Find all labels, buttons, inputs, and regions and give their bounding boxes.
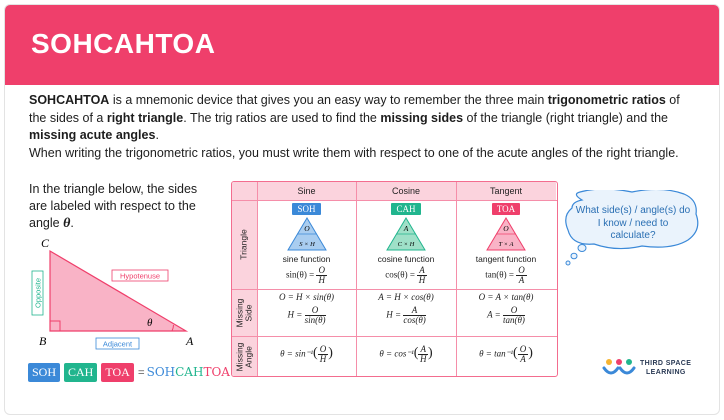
cell-sine-missing-angle: [257, 345, 356, 364]
brand-name: [640, 360, 691, 377]
angle-fraction: [518, 345, 529, 364]
paren-open: (: [313, 345, 318, 361]
badge-cah: CAH: [391, 203, 420, 215]
tangent-formula-triangle: [486, 217, 526, 251]
legend-toa: TOA: [101, 363, 133, 382]
angle-theta-label: θ: [147, 317, 153, 329]
tri-top-a: A: [403, 224, 409, 233]
fn-tangent-label: tangent function: [475, 254, 537, 264]
triangle-intro: [29, 181, 207, 232]
frac-num: O: [503, 306, 525, 316]
header-tangent: Tangent: [456, 182, 556, 200]
respect-paragraph: When writing the trigonometric ratios, you must write them with respect to one of the acute angles of the right triangle.: [29, 146, 679, 160]
badge-soh: SOH: [292, 203, 320, 215]
ratio-fraction: [417, 266, 427, 285]
row-divider: [232, 200, 557, 201]
brand-line2: LEARNING: [646, 368, 686, 376]
term-missing-angles: missing acute angles: [29, 128, 156, 142]
intro-paragraph: [29, 92, 697, 145]
tri-top-o: O: [303, 224, 310, 233]
opposite-label: Opposite: [33, 277, 43, 309]
side-lhs: H =: [287, 309, 303, 320]
text-span: is a mnemonic device that gives you an easy way to remember the three main: [109, 93, 548, 107]
frac-den: A: [518, 275, 525, 285]
right-triangle-diagram: [26, 233, 221, 358]
term-missing-sides: missing sides: [380, 110, 464, 125]
side-fraction-eq: [356, 306, 456, 325]
row-label-text: Missing Angle: [234, 342, 254, 372]
legend-word-cah: CAH: [175, 365, 204, 379]
adjacent-label: Adjacent: [102, 339, 133, 349]
ratio-lhs: cos(θ) =: [385, 269, 415, 280]
cell-tangent-triangle: [456, 203, 556, 285]
ratio-fraction: [316, 266, 327, 285]
fn-cosine-label: cosine function: [377, 254, 435, 264]
term-trig-ratios: trigonometric ratios: [547, 93, 666, 107]
angle-lhs: θ = sin⁻¹: [280, 348, 314, 359]
frac-den: tan(θ): [503, 315, 525, 325]
theta-symbol: θ: [63, 216, 71, 231]
legend-word-toa: TOA: [203, 365, 230, 379]
intro-end: .: [70, 216, 74, 230]
row-label-text: Triangle: [239, 229, 249, 260]
paren-close: ): [328, 345, 333, 361]
sine-formula-triangle: [287, 217, 327, 251]
frac-den: cos(θ): [403, 315, 426, 325]
hypotenuse-label: Hypotenuse: [119, 271, 161, 281]
side-equation: O = A × tan(θ): [478, 292, 534, 302]
side-fraction-eq: [257, 306, 356, 325]
bubble-dot-small: [566, 261, 570, 265]
row-label-missing-angle: [232, 336, 257, 377]
fn-sine-label: sine function: [282, 254, 331, 264]
side-equation: O = H × sin(θ): [278, 292, 335, 302]
text-span: .: [155, 128, 159, 142]
page-title: SOHCAHTOA: [31, 28, 216, 59]
angle-fraction: [318, 345, 329, 364]
side-fraction-eq: [456, 306, 556, 325]
side-fraction: [503, 306, 525, 325]
angle-lhs: θ = tan⁻¹: [479, 348, 514, 359]
text-span: of the triangle (right triangle) and the: [463, 110, 669, 125]
badge-toa: TOA: [492, 203, 520, 215]
tri-bottom-ta: T × A: [498, 241, 514, 248]
header-cosine: Cosine: [356, 182, 456, 200]
vertex-c-label: C: [41, 236, 50, 250]
cell-tangent-missing-angle: [456, 345, 556, 364]
sine-ratio: [257, 266, 356, 285]
table-corner: [232, 182, 257, 200]
row-label-missing-side: [232, 289, 257, 336]
paren-open: (: [413, 345, 419, 361]
tri-bottom-sh: S × H: [298, 241, 315, 248]
cell-sine-triangle: [257, 203, 356, 285]
frac-num: O: [519, 344, 527, 354]
header-banner: [5, 5, 719, 85]
legend-word-soh: SOH: [146, 365, 176, 379]
cosine-formula-triangle: [386, 217, 426, 251]
frac-num: O: [305, 306, 326, 316]
tri-top-o: O: [503, 224, 509, 233]
text-span: . The trig ratios are used to find the: [183, 110, 381, 125]
legend-cah: CAH: [64, 363, 97, 382]
frac-den: A: [520, 354, 526, 364]
brand-line1: THIRD SPACE: [640, 360, 692, 367]
frac-num: A: [420, 344, 426, 354]
sohcahtoa-legend: [28, 363, 230, 381]
side-fraction: [305, 306, 326, 325]
cell-sine-missing-side: [257, 292, 356, 325]
frac-num: A: [419, 265, 425, 275]
frac-num: O: [319, 344, 327, 354]
bubble-dot-large: [578, 245, 586, 252]
legend-equals: =: [137, 364, 145, 379]
frac-num: O: [318, 265, 325, 275]
frac-den: H: [319, 354, 327, 364]
angle-fraction: [418, 345, 428, 364]
cell-cosine-missing-side: [356, 292, 456, 325]
frac-num: A: [403, 306, 425, 316]
vertex-a-label: A: [186, 334, 194, 348]
ratio-fraction: [516, 266, 527, 285]
cell-cosine-missing-angle: [356, 345, 456, 364]
frac-den: H: [419, 354, 427, 364]
ratio-lhs: tan(θ) =: [485, 269, 514, 280]
row-divider: [232, 289, 557, 290]
frac-den: sin(θ): [304, 315, 326, 325]
legend-soh: SOH: [28, 363, 60, 382]
vertex-b-label: B: [39, 334, 47, 348]
ratio-lhs: sin(θ) =: [286, 269, 315, 280]
third-space-logo-icon: [602, 358, 636, 380]
row-label-text: Missing Side: [234, 298, 254, 327]
paren-open: (: [513, 345, 518, 361]
side-fraction: [403, 306, 425, 325]
side-lhs: H =: [386, 309, 402, 320]
cosine-ratio: [356, 266, 456, 285]
sohcahtoa-table: [231, 181, 558, 377]
tri-bottom-ch: C × H: [397, 241, 415, 248]
row-divider: [232, 336, 557, 337]
cell-tangent-missing-side: [456, 292, 556, 325]
frac-den: H: [318, 275, 325, 285]
angle-lhs: θ = cos⁻¹: [379, 348, 414, 359]
tangent-ratio: [456, 266, 556, 285]
triangle-shape: [50, 251, 186, 331]
bubble-text: What side(s) / angle(s) do I know / need to calculate?: [575, 205, 691, 241]
intro-text: In the triangle below, the sides are labeled with respect to the angle: [29, 182, 198, 230]
paren-close: ): [528, 345, 533, 361]
paren-close: ): [427, 345, 433, 361]
cell-cosine-triangle: [356, 203, 456, 285]
header-sine: Sine: [257, 182, 356, 200]
frac-den: H: [418, 275, 426, 285]
row-label-triangle: [232, 200, 257, 289]
text-span: of the sides of a: [29, 93, 680, 125]
bubble-dot-medium: [571, 253, 577, 259]
side-lhs: A =: [487, 309, 501, 320]
frac-num: O: [518, 265, 525, 275]
side-equation: A = H × cos(θ): [378, 292, 434, 302]
term-right-triangle: right triangle: [106, 110, 184, 125]
term-sohcahtoa: SOHCAHTOA: [29, 93, 110, 107]
